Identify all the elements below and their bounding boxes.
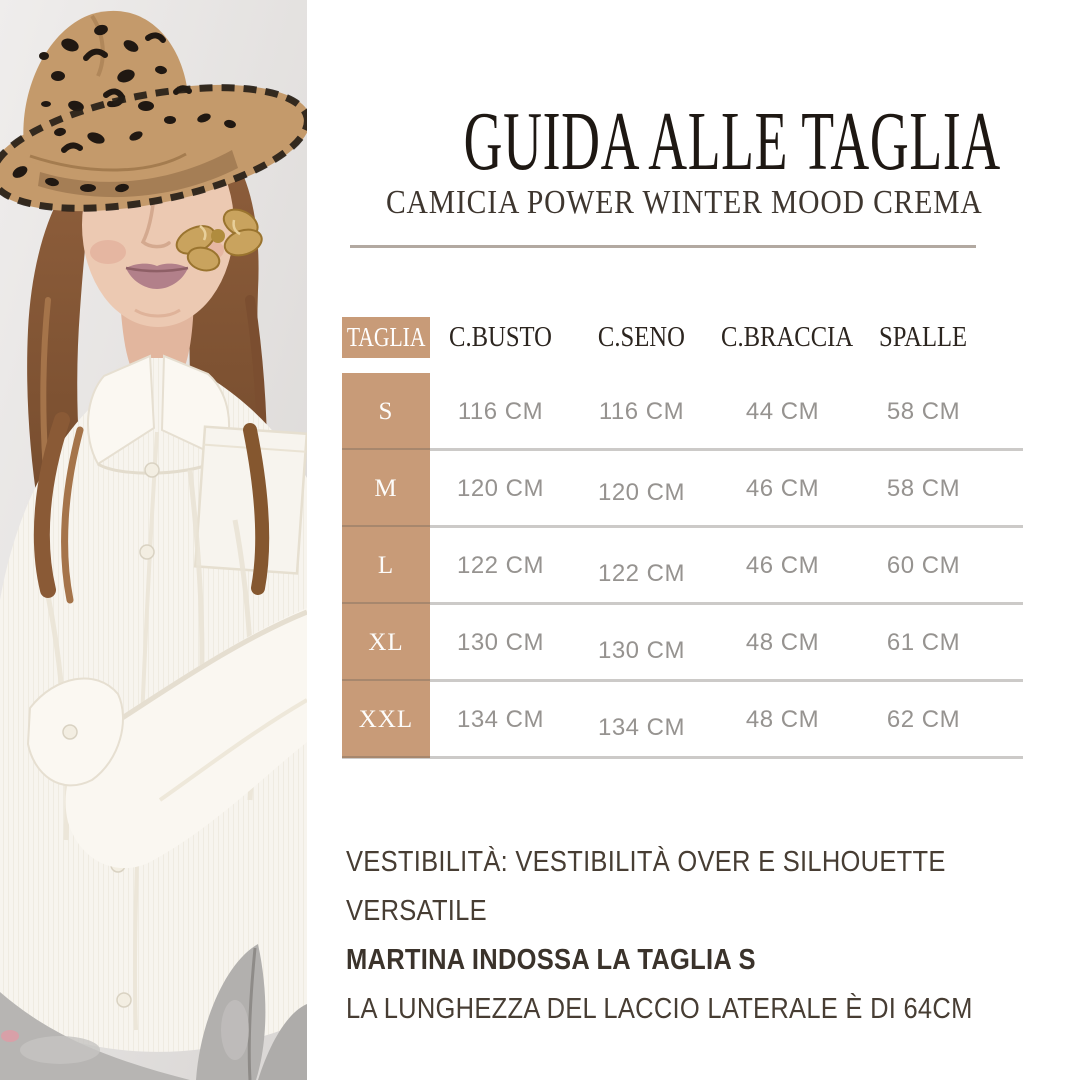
measurement-cell: 122 CM	[597, 559, 686, 587]
measurement-cell: 120 CM	[456, 474, 545, 502]
measurement-cell: 120 CM	[597, 478, 686, 506]
measurement-cell: 122 CM	[456, 551, 545, 579]
size-row-s	[342, 373, 1018, 450]
measurement-cell: 44 CM	[745, 397, 820, 425]
model-photo-illustration	[0, 0, 307, 1080]
measurement-cell: 134 CM	[456, 705, 545, 733]
product-name: CAMICIA POWER WINTER MOOD CREMA	[385, 184, 983, 221]
model-size-note: MARTINA INDOSSA LA TAGLIA S	[346, 944, 756, 976]
divider-line	[350, 245, 976, 248]
measurement-cell: 62 CM	[886, 705, 961, 733]
size-table-body	[342, 373, 1018, 758]
fit-note-line1: VESTIBILITÀ: VESTIBILITÀ OVER E SILHOUETTE	[346, 846, 946, 878]
size-row-l	[342, 527, 1018, 604]
size-row-xxl	[342, 681, 1018, 758]
measurement-cell: 46 CM	[745, 551, 820, 579]
measurement-cell: 116 CM	[598, 397, 685, 425]
size-label: XL	[342, 604, 430, 681]
cuff-button	[63, 725, 77, 739]
column-header-cbusto: C.BUSTO	[449, 321, 552, 353]
pink-nails	[1, 1030, 19, 1042]
size-row-m	[342, 450, 1018, 527]
measurement-cell: 61 CM	[886, 628, 961, 656]
measurement-cell: 116 CM	[457, 397, 544, 425]
lace-length-note: LA LUNGHEZZA DEL LACCIO LATERALE È DI 64CM	[346, 993, 973, 1025]
measurement-cell: 58 CM	[886, 397, 961, 425]
fit-note-line2: VERSATILE	[346, 895, 487, 927]
measurement-cell: 46 CM	[745, 474, 820, 502]
measurement-cell: 60 CM	[886, 551, 961, 579]
column-header-cseno: C.SENO	[598, 321, 685, 353]
measurement-cell: 58 CM	[886, 474, 961, 502]
fit-notes	[346, 838, 988, 1034]
size-label: L	[342, 527, 430, 604]
column-header-spalle: SPALLE	[879, 321, 968, 353]
column-header-taglia: TAGLIA	[342, 317, 430, 358]
measurement-cell: 130 CM	[456, 628, 545, 656]
size-table-header	[342, 317, 1018, 358]
measurement-cell: 130 CM	[597, 636, 686, 664]
size-label: M	[342, 450, 430, 527]
measurement-cell: 48 CM	[745, 705, 820, 733]
model-photo	[0, 0, 307, 1080]
size-table	[342, 317, 1018, 758]
column-header-cbraccia: C.BRACCIA	[721, 321, 854, 353]
measurement-cell: 134 CM	[597, 713, 686, 741]
size-row-xl	[342, 604, 1018, 681]
size-label: S	[342, 373, 430, 450]
measurement-cell: 48 CM	[745, 628, 820, 656]
size-guide-content	[342, 0, 1018, 1080]
page-title: GUIDA ALLE TAGLIA	[463, 95, 1001, 188]
size-label: XXL	[342, 681, 430, 758]
